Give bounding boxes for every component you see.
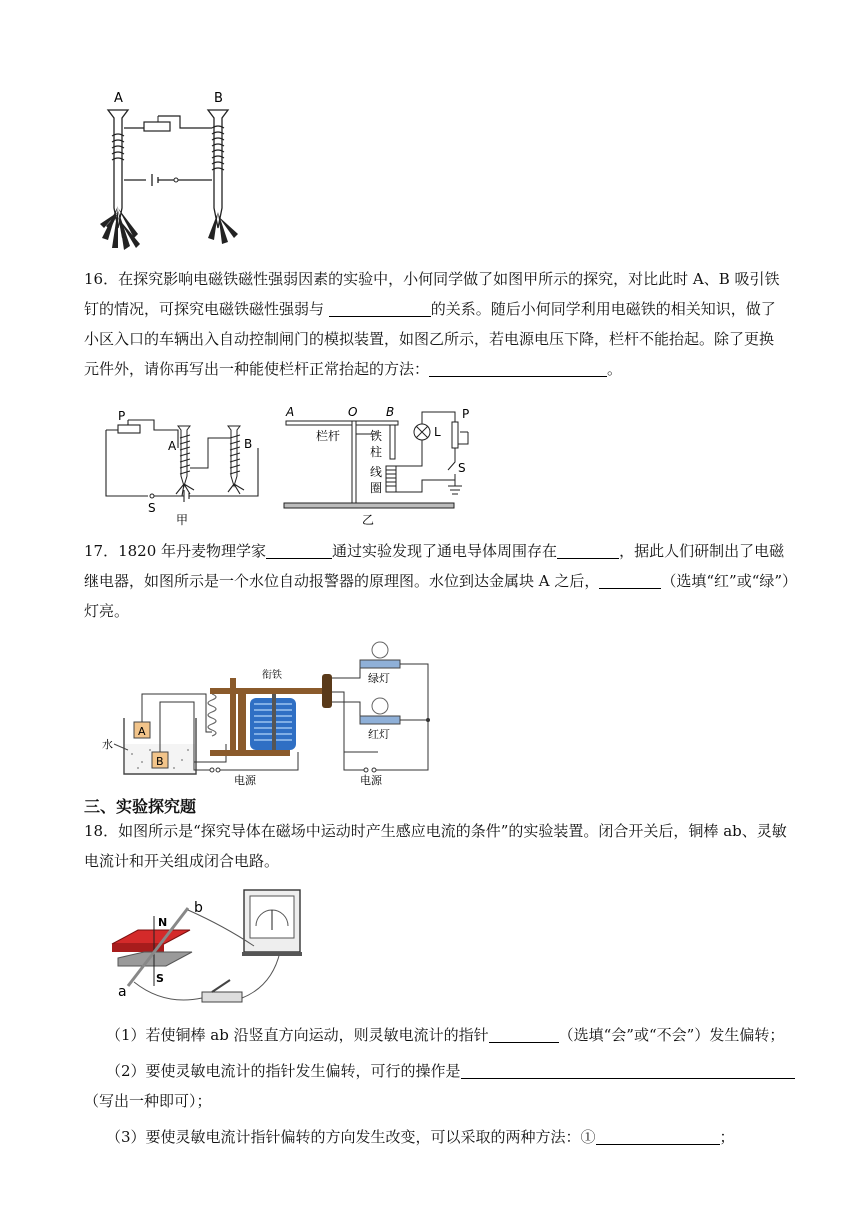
q18-answer-blank-1[interactable] <box>489 1024 559 1043</box>
q18-line-1 <box>84 816 814 846</box>
q17-line-3: 灯亮。 <box>84 602 130 620</box>
q18-p1-text-a: （1）若使铜棒 ab 沿竖直方向运动，则灵敏电流计的指针 <box>106 1026 489 1044</box>
q17-answer-blank-2[interactable] <box>557 540 619 559</box>
q17-text-1b: 通过实验发现了通电导体周围存在 <box>332 542 558 560</box>
yi-label-p: P <box>462 407 470 421</box>
q18-p3-text-b: ； <box>719 1128 735 1146</box>
jia-label-p: P <box>118 409 126 423</box>
question-18 <box>84 816 814 876</box>
q16-text-2b: 的关系。随后小何同学利用电磁铁的相关知识，做了 <box>430 300 776 318</box>
q17-text-2b: （选填“红”或“绿”） <box>661 572 798 590</box>
question-17 <box>84 536 814 626</box>
q17-text-2a: 继电器，如图所示是一个水位自动报警器的原理图。水位到达金属块 A 之后， <box>84 572 600 590</box>
relay-label-armature: 衔铁 <box>262 670 282 681</box>
yi-caption: 乙 <box>362 513 375 527</box>
q16-text-4a: 元件外，请你再写出一种能使栏杆正常抬起的方法： <box>84 360 430 378</box>
relay-label-a: A <box>138 725 146 738</box>
q17-line-1 <box>84 536 814 566</box>
q16-line-1 <box>84 264 814 294</box>
yi-label-tie2: 柱 <box>370 445 383 459</box>
q17-text-1a: 1820 年丹麦物理学家 <box>118 542 267 560</box>
fig18-label-n: N <box>158 916 168 929</box>
q18-sub-2-cont: （写出一种即可）； <box>84 1092 212 1110</box>
q18-sub-2 <box>106 1056 818 1086</box>
jia-caption: 甲 <box>176 513 189 526</box>
figure-16-yi <box>282 404 482 528</box>
q18-number: 18． <box>84 822 119 840</box>
q17-line-2 <box>84 566 814 596</box>
fig18-label-s: S <box>156 972 164 985</box>
q18-line-2: 电流计和开关组成闭合电路。 <box>84 852 280 870</box>
figure-electromagnets-series <box>96 88 246 258</box>
q16-text-4b: 。 <box>607 360 623 378</box>
q16-line-4 <box>84 354 814 384</box>
figure-17-relay <box>98 632 438 788</box>
q16-line-3: 小区入口的车辆出入自动控制闸门的模拟装置，如图乙所示，若电源电压下降，栏杆不能抬起。除了更换 <box>84 330 775 348</box>
q16-answer-blank-2[interactable] <box>429 358 607 377</box>
relay-label-power-2: 电源 <box>360 774 382 787</box>
yi-label-s: S <box>458 461 466 475</box>
figure-16-jia <box>98 408 274 526</box>
section-title: 三、实验探究题 <box>84 797 197 816</box>
relay-label-b: B <box>156 755 164 768</box>
q18-p3-text-a: （3）要使灵敏电流计指针偏转的方向发生改变，可以采取的两种方法：① <box>106 1128 596 1146</box>
q18-p2-text-a: （2）要使灵敏电流计的指针发生偏转，可行的操作是 <box>106 1062 461 1080</box>
q17-answer-blank-1[interactable] <box>266 540 332 559</box>
q16-text-1: 在探究影响电磁铁磁性强弱因素的实验中，小何同学做了如图甲所示的探究，对比此时 A、B 吸引铁 <box>118 270 780 288</box>
q18-sub-3 <box>106 1122 818 1152</box>
q18-sub-1 <box>106 1020 818 1050</box>
fig18-label-b: b <box>194 900 203 916</box>
relay-label-water: 水 <box>102 738 113 751</box>
q18-answer-blank-3[interactable] <box>596 1126 720 1145</box>
relay-label-red-lamp: 红灯 <box>368 728 390 741</box>
q16-answer-blank-1[interactable] <box>329 298 431 317</box>
question-16 <box>84 264 814 384</box>
q18-answer-blank-2[interactable] <box>461 1060 795 1079</box>
jia-label-b: B <box>244 437 253 451</box>
relay-label-green-lamp: 绿灯 <box>368 672 390 685</box>
q18-p1-text-b: （选填“会”或“不会”）发生偏转； <box>558 1026 785 1044</box>
q17-number: 17． <box>84 542 119 560</box>
q16-text-2a: 钉的情况，可探究电磁铁磁性强弱与 <box>84 300 325 318</box>
yi-label-xian2: 圈 <box>370 481 383 495</box>
jia-label-a: A <box>168 439 177 453</box>
yi-label-l: L <box>434 425 441 439</box>
q18-text-1: 如图所示是“探究导体在磁场中运动时产生感应电流的条件”的实验装置。闭合开关后，铜棒 ab、灵敏 <box>118 822 787 840</box>
q16-number: 16． <box>84 270 119 288</box>
q16-line-2 <box>84 294 814 324</box>
label-a: A <box>114 91 123 106</box>
figure-18-induction <box>104 886 314 1012</box>
q17-answer-blank-3[interactable] <box>599 570 661 589</box>
jia-label-s: S <box>148 501 156 515</box>
yi-label-a: A <box>286 405 295 419</box>
label-b: B <box>214 91 223 106</box>
relay-label-power-1: 电源 <box>234 774 256 787</box>
fig18-label-a: a <box>118 984 127 1000</box>
yi-label-tie1: 铁 <box>370 429 383 443</box>
yi-label-xian1: 线 <box>370 465 383 479</box>
yi-label-rail: 栏杆 <box>316 429 341 443</box>
yi-label-b: B <box>386 405 395 419</box>
q17-text-1c: ，据此人们研制出了电磁 <box>619 542 785 560</box>
yi-label-o: O <box>348 405 358 419</box>
